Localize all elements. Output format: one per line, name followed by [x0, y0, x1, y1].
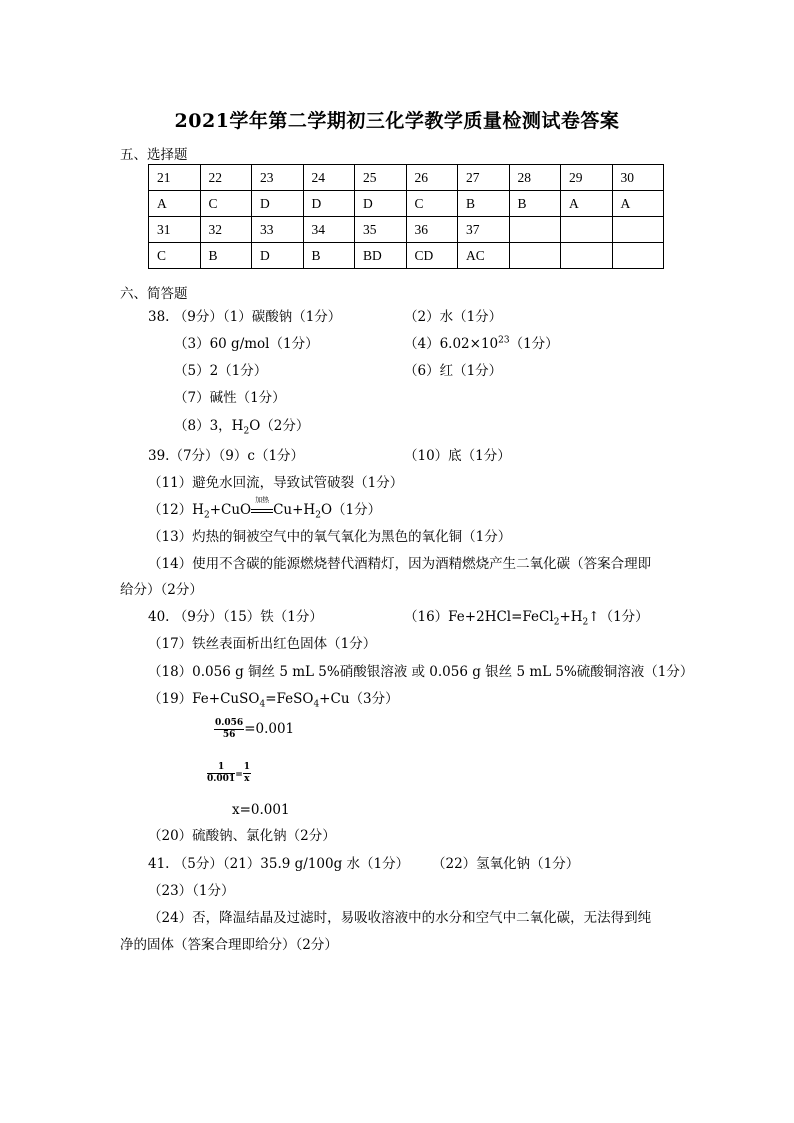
table-row	[149, 191, 664, 217]
table-cell: B	[303, 243, 355, 269]
q40-a18: （18）0.056 g 铜丝 5 mL 5%硝酸银溶液 或 0.056 g 银丝 5 mL 5%硫酸铜溶液（1分）	[148, 664, 694, 680]
fraction-equation-2: $\frac{1}{0.001}$ = $\frac{1}{x}$	[207, 762, 250, 784]
fraction-equation-1: $\frac{0.056}{56}$ =0.001	[215, 718, 295, 740]
q38-a2: （2）水（1分）	[404, 309, 503, 325]
table-cell: C	[149, 243, 201, 269]
table-cell: 34	[303, 217, 355, 243]
table-cell: B	[458, 191, 510, 217]
table-cell: 32	[200, 217, 252, 243]
q38-a4: $(4)6.02\times 10^{23}(1$分）	[404, 335, 559, 352]
q41-a24-line2: 净的固体（答案合理即给分）（2分）	[120, 937, 338, 953]
table-cell: 31	[149, 217, 201, 243]
q39-head: 39.（7分）（9）c（1分）	[148, 448, 305, 464]
q40-a20: （20）硫酸钠、氯化钠（2分）	[148, 828, 336, 844]
q39-a14-line2: 给分）（2分）	[120, 582, 203, 598]
page-title: 2021学年第二学期初三化学教学质量检测试卷答案	[174, 110, 620, 132]
table-cell: 24	[303, 165, 355, 191]
q41-a22: （22）氢氧化钠（1分）	[432, 856, 580, 872]
table-cell: 22	[200, 165, 252, 191]
table-cell: 25	[355, 165, 407, 191]
q39-a14-line1: （14）使用不含碳的能源燃烧替代酒精灯，因为酒精燃烧产生二氧化碳（答案合理即	[148, 556, 652, 572]
q38-a3: （3）60 g/mol（1分）	[174, 336, 319, 352]
table-cell: 28	[509, 165, 561, 191]
q39-a10: （10）底（1分）	[404, 448, 511, 464]
table-cell: D	[252, 243, 304, 269]
answer-table	[148, 164, 664, 269]
q41-a23: （23）（1分）	[148, 883, 235, 899]
q41-a24-line1: （24）否，降温结晶及过滤时，易吸收溶液中的水分和空气中二氧化碳，无法得到纯	[148, 910, 652, 926]
q38-a6: （6）红（1分）	[404, 363, 503, 379]
table-cell: 30	[612, 165, 664, 191]
q40-a19: （19）Fe+CuSO$_4$=FeSO$_4$+Cu（3分）	[148, 691, 399, 710]
table-row	[149, 243, 664, 269]
q38-head: 38. （9分）（1）碳酸钠（1分）	[148, 309, 342, 325]
q40-a16: $(16)Fe+2HCl=FeCl_2+H_2↑(1$分）	[404, 609, 649, 628]
q39-a12: $(12)H_2+CuO$ 加热 $Cu+H_2O(1$分）	[148, 496, 382, 521]
q39-a13: （13）灼热的铜被空气中的氧气氧化为黑色的氧化铜（1分）	[148, 529, 512, 545]
table-cell: 29	[561, 165, 613, 191]
table-cell: D	[355, 191, 407, 217]
table-cell: 37	[458, 217, 510, 243]
table-cell: 21	[149, 165, 201, 191]
table-row	[149, 165, 664, 191]
table-row	[149, 217, 664, 243]
table-cell: 27	[458, 165, 510, 191]
table-cell: BD	[355, 243, 407, 269]
q38-a8: （8）3，$H_2O(2$分）	[174, 418, 310, 437]
q41-head: 41. （5分）（21）35.9 g/100g 水（1分）	[148, 856, 410, 872]
table-cell: CD	[406, 243, 458, 269]
table-cell	[612, 243, 664, 269]
table-cell: 33	[252, 217, 304, 243]
q40-head: 40. （9分）（15）铁（1分）	[148, 609, 323, 625]
table-cell: C	[406, 191, 458, 217]
table-cell: D	[252, 191, 304, 217]
table-cell	[509, 243, 561, 269]
table-cell: 23	[252, 165, 304, 191]
table-cell: AC	[458, 243, 510, 269]
table-cell: 36	[406, 217, 458, 243]
table-cell: A	[149, 191, 201, 217]
table-cell	[612, 217, 664, 243]
table-cell	[561, 217, 613, 243]
table-cell: 35	[355, 217, 407, 243]
table-cell: B	[200, 243, 252, 269]
table-cell: A	[561, 191, 613, 217]
q39-a11: （11）避免水回流，导致试管破裂（1分）	[148, 475, 404, 491]
table-cell	[509, 217, 561, 243]
section-heading-choice: 五、选择题	[120, 147, 188, 163]
section-heading-short-answer: 六、简答题	[120, 286, 188, 302]
table-cell	[561, 243, 613, 269]
table-cell: A	[612, 191, 664, 217]
q38-a7: （7）碱性（1分）	[174, 390, 286, 406]
heating-condition: 加热	[251, 501, 273, 519]
q40-a17: （17）铁丝表面析出红色固体（1分）	[148, 636, 377, 652]
q38-a5: （5）2（1分）	[174, 363, 268, 379]
table-cell: D	[303, 191, 355, 217]
table-cell: 26	[406, 165, 458, 191]
table-cell: C	[200, 191, 252, 217]
solution-x: x=0.001	[232, 802, 290, 818]
table-cell: B	[509, 191, 561, 217]
